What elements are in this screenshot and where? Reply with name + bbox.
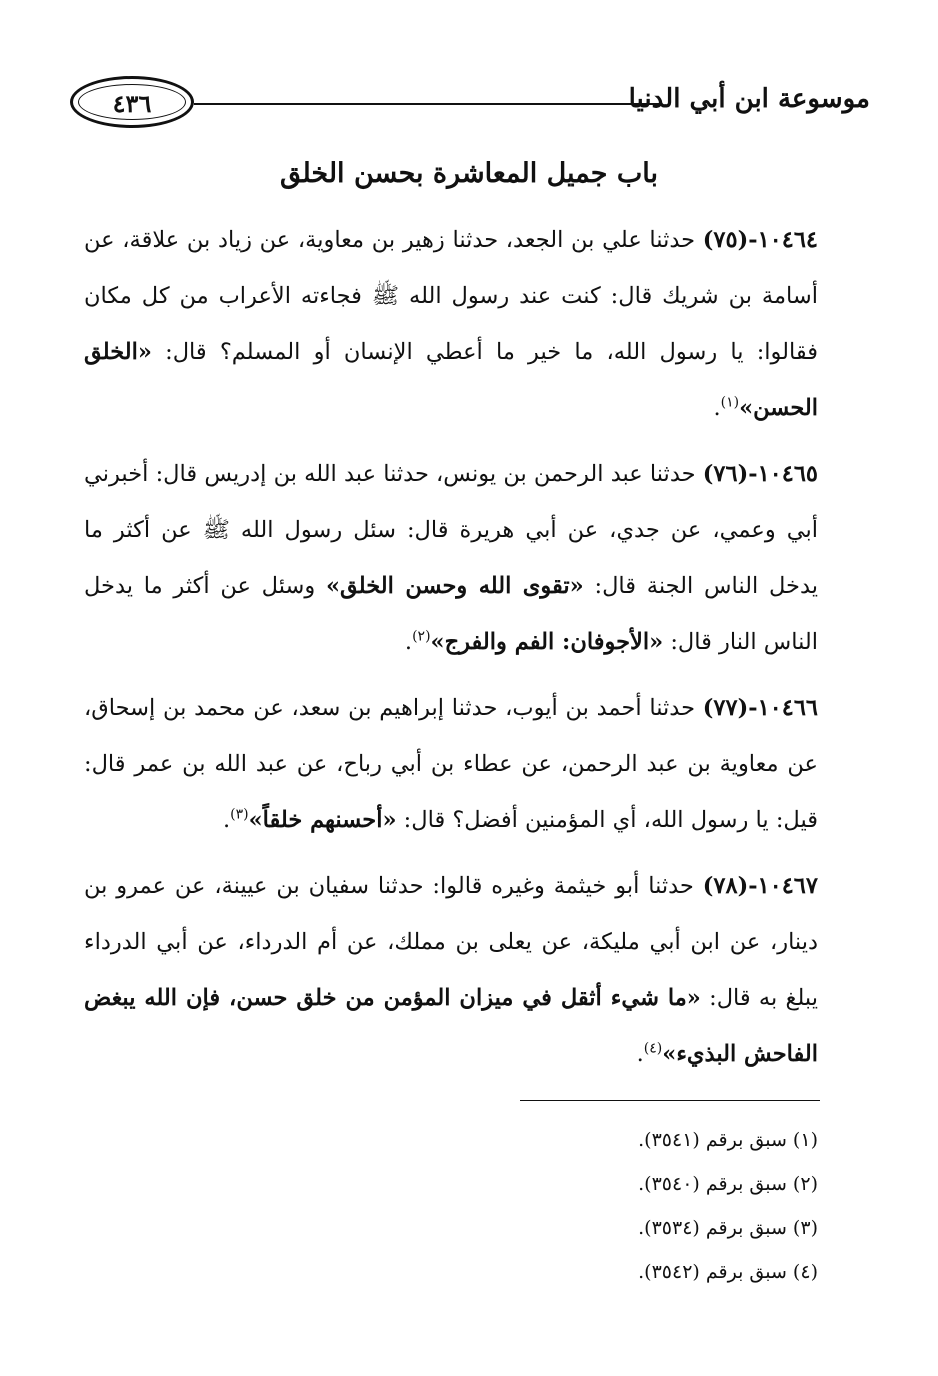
footnote: (٢) سبق برقم (٣٥٤٠). xyxy=(638,1173,818,1195)
hadith-text: حدثنا علي بن الجعد، حدثنا زهير بن معاوية، عن زياد بن علاقة، عن أسامة بن شريك قال: كنت عند رسول الله ﷺ فجاءته الأعراب من كل مكان فقالوا: يا رسول الله، ما خير ما أعطي الإنسان أو المسلم؟ قال: xyxy=(84,227,819,365)
hadith-paragraph: ١٠٤٦٤-(٧٥) حدثنا علي بن الجعد، حدثنا زهير بن معاوية، عن زياد بن علاقة، عن أسامة بن شريك قال: كنت عند رسول الله ﷺ فجاءته الأعراب من كل مكان فقالوا: يا رسول الله، ما خير ما أعطي الإنسان أو المسلم؟ قال: «الخلق الحسن»$^{(١)}$. xyxy=(84,227,819,421)
footnote-ref: (٢) xyxy=(412,628,431,645)
hadith-text: حدثنا أحمد بن أيوب، حدثنا إبراهيم بن سعد، عن محمد بن إسحاق، عن معاوية بن عبد الرحمن، عن عطاء بن أبي رباح، عن عبد الله بن عمر قال: قيل: يا رسول الله، أي المؤمنين أفضل؟ قال: xyxy=(84,695,818,833)
page-header xyxy=(70,72,870,136)
footnote: (٣) سبق برقم (٣٥٣٤). xyxy=(638,1217,818,1239)
hadith-sub-number: -(٧٦) xyxy=(702,461,758,487)
hadith-sub-number: -(٧٥) xyxy=(702,227,758,253)
hadith-quote: «الأجوفان: الفم والفرج» xyxy=(430,629,664,655)
hadith-number: ١٠٤٦٤ xyxy=(757,227,819,253)
header-rule xyxy=(194,103,660,105)
main-text xyxy=(84,212,818,1092)
footnote: (١) سبق برقم (٣٥٤١). xyxy=(638,1129,818,1151)
footnote-ref: (١) xyxy=(720,394,740,411)
hadith-quote: «الخلق الحسن» xyxy=(84,339,818,421)
book-title: موسوعة ابن أبي الدنيا xyxy=(628,84,870,114)
hadith-number: ١٠٤٦٦ xyxy=(757,695,818,721)
hadith-text: حدثنا أبو خيثمة وغيره قالوا: حدثنا سفيان بن عيينة، عن عمرو بن دينار، عن ابن أبي مليكة، عن يعلى بن مملك، عن أم الدرداء، عن أبي الدرداء يبلغ به قال: xyxy=(84,873,818,1011)
hadith-paragraph: ١٠٤٦٥-(٧٦) حدثنا عبد الرحمن بن يونس، حدثنا عبد الله بن إدريس قال: أخبرني أبي وعمي، عن جدي، عن أبي هريرة قال: سئل رسول الله ﷺ عن أكثر ما يدخل الناس الجنة قال: «تقوى الله وحسن الخلق» وسئل عن أكثر ما يدخل الناس النار قال: «الأجوفان: الفم والفرج»$^{(٢)}$. xyxy=(84,461,819,655)
hadith-paragraph: ١٠٤٦٧-(٧٨) حدثنا أبو خيثمة وغيره قالوا: حدثنا سفيان بن عيينة، عن عمرو بن دينار، عن ابن أبي مليكة، عن يعلى بن مملك، عن أم الدرداء، عن أبي الدرداء يبلغ به قال: «ما شيء أثقل في ميزان المؤمن من خلق حسن، فإن الله يبغض الفاحش البذيء»$^{(٤)}$. xyxy=(84,873,818,1067)
page-number-oval xyxy=(70,76,194,128)
footnote-ref: (٣) xyxy=(230,806,249,823)
chapter-title: باب جميل المعاشرة بحسن الخلق xyxy=(279,158,659,189)
footnote-ref: (٤) xyxy=(643,1040,663,1057)
hadith-quote: «تقوى الله وحسن الخلق» xyxy=(325,573,584,599)
hadith-quote: «أحسنهم خلقاً» xyxy=(248,807,397,833)
hadith-sub-number: -(٧٧) xyxy=(702,695,758,721)
hadith-text: حدثنا عبد الرحمن بن يونس، حدثنا عبد الله بن إدريس قال: أخبرني أبي وعمي، عن جدي، عن أبي هريرة قال: سئل رسول الله ﷺ عن أكثر ما يدخل الناس الجنة قال: xyxy=(84,461,819,599)
hadith-sub-number: -(٧٨) xyxy=(702,873,758,899)
hadith-quote: «ما شيء أثقل في ميزان المؤمن من خلق حسن، فإن الله يبغض الفاحش البذيء» xyxy=(84,985,818,1067)
footnotes xyxy=(418,1118,818,1294)
hadith-number: ١٠٤٦٧ xyxy=(757,873,818,899)
footnote: (٤) سبق برقم (٣٥٤٢). xyxy=(638,1261,818,1283)
page-number: ٤٣٦ xyxy=(112,89,152,118)
hadith-text-continued: وسئل عن أكثر ما يدخل الناس النار قال: xyxy=(84,573,818,655)
hadith-paragraph: ١٠٤٦٦-(٧٧) حدثنا أحمد بن أيوب، حدثنا إبراهيم بن سعد، عن محمد بن إسحاق، عن معاوية بن عبد الرحمن، عن عطاء بن أبي رباح، عن عبد الله بن عمر قال: قيل: يا رسول الله، أي المؤمنين أفضل؟ قال: «أحسنهم خلقاً»$^{(٣)}$. xyxy=(84,695,818,833)
hadith-number: ١٠٤٦٥ xyxy=(757,461,818,487)
footnote-separator xyxy=(520,1100,820,1101)
